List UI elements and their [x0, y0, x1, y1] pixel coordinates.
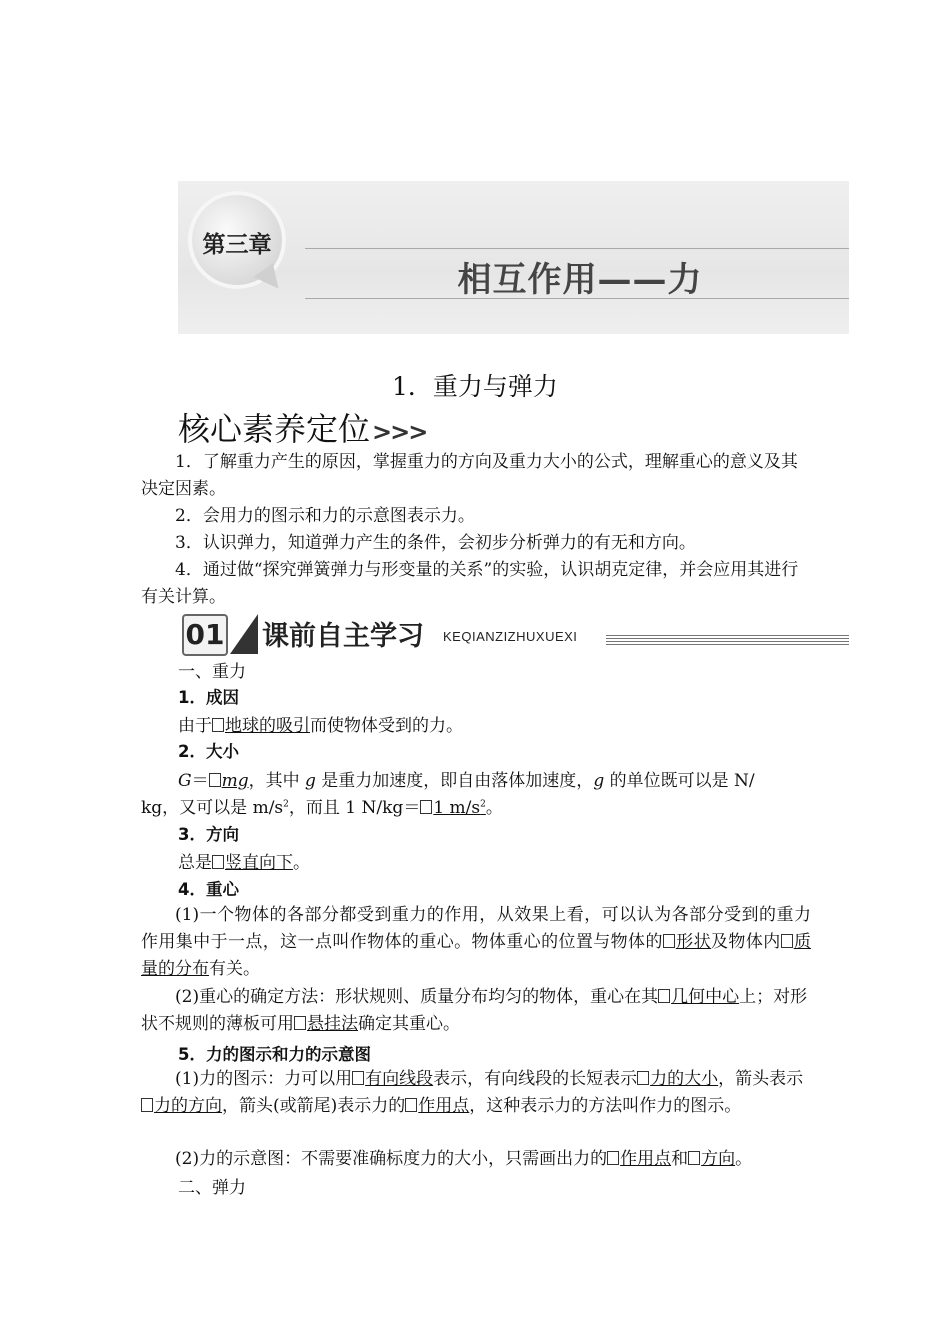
module-title: 课前自主学习	[262, 621, 424, 652]
cog-paragraph-2: (2)重心的确定方法：形状规则、质量分布均匀的物体，重心在其 几何中心上；对形状不规则的薄板可用 悬挂法确定其重心。	[141, 987, 808, 1034]
module-subtitle: KEQIANZIZHUXUEXI	[443, 629, 578, 644]
blank-box-icon	[607, 1151, 619, 1165]
blank-box-icon	[141, 1098, 153, 1112]
blank-box-icon	[637, 1071, 649, 1085]
blank-box-icon	[352, 1071, 364, 1085]
direction-line: 总是 竖直向下。	[178, 853, 310, 873]
magnitude-line-2: kg，又可以是 $m/s^2$，而且 1 N/kg＝ 1 $m/s^2$。	[141, 798, 503, 818]
blank-box-icon	[294, 1016, 306, 1030]
chevron-icon: >>>	[372, 418, 427, 446]
cog-paragraph-1: (1)一个物体的各部分都受到重力的作用，从效果上看，可以认为各部分受到的重力作用集中于一点，这一点叫作物体的重心。物体重心的位置与物体的 形状及物体内 质量的分布有关。	[141, 905, 812, 979]
lesson-title: 1．重力与弹力	[392, 372, 558, 401]
objective-4: 4．通过做“探究弹簧弹力与形变量的关系”的实验，认识胡克定律，并会应用其进行有关计算。	[141, 560, 799, 607]
sub-center-of-gravity: 4．重心	[178, 880, 239, 899]
objective-1: 1．了解重力产生的原因，掌握重力的方向及重力大小的公式，理解重心的意义及其决定因素。	[141, 452, 798, 499]
module-number: 01	[182, 614, 228, 656]
blank-box-icon	[663, 934, 675, 948]
heading-gravity: 一、重力	[178, 662, 246, 682]
core-section-heading	[178, 404, 426, 450]
chapter-number: 第三章	[202, 232, 272, 258]
blank-box-icon	[688, 1151, 700, 1165]
core-heading-text: 核心素养定位	[178, 410, 371, 448]
blank-box-icon	[781, 934, 793, 948]
objective-3: 3．认识弹力，知道弹力产生的条件，会初步分析弹力的有无和方向。	[175, 533, 696, 553]
sub-force-diagram: 5．力的图示和力的示意图	[178, 1045, 371, 1064]
blank-box-icon	[212, 855, 224, 869]
blank-box-icon	[658, 989, 670, 1003]
module-decor-lines	[606, 635, 849, 647]
chapter-title: 相互作用——力	[457, 260, 703, 300]
magnitude-line-1: G＝ mg，其中 g 是重力加速度，即自由落体加速度，g 的单位既可以是 N/	[178, 771, 755, 791]
module-slash-icon	[230, 614, 258, 654]
blank-box-icon	[420, 800, 432, 814]
objective-2: 2．会用力的图示和力的示意图表示力。	[175, 506, 475, 526]
cause-line: 由于 地球的吸引而使物体受到的力。	[178, 716, 463, 736]
force-diagram-paragraph-2: (2)力的示意图：不需要准确标度力的大小，只需画出力的 作用点和 方向。	[175, 1149, 753, 1169]
banner-rule-top	[305, 248, 849, 249]
blank-box-icon	[405, 1098, 417, 1112]
sub-magnitude: 2．大小	[178, 742, 239, 761]
sub-direction: 3．方向	[178, 825, 239, 844]
blank-box-icon	[209, 773, 221, 787]
heading-elastic-force: 二、弹力	[178, 1178, 246, 1198]
force-diagram-paragraph-1: (1)力的图示：力可以用 有向线段表示，有向线段的长短表示 力的大小，箭头表示力的方向，箭头(或箭尾)表示力的 作用点，这种表示力的方法叫作力的图示。	[141, 1066, 811, 1120]
blank-box-icon	[212, 718, 224, 732]
sub-cause: 1．成因	[178, 688, 239, 707]
